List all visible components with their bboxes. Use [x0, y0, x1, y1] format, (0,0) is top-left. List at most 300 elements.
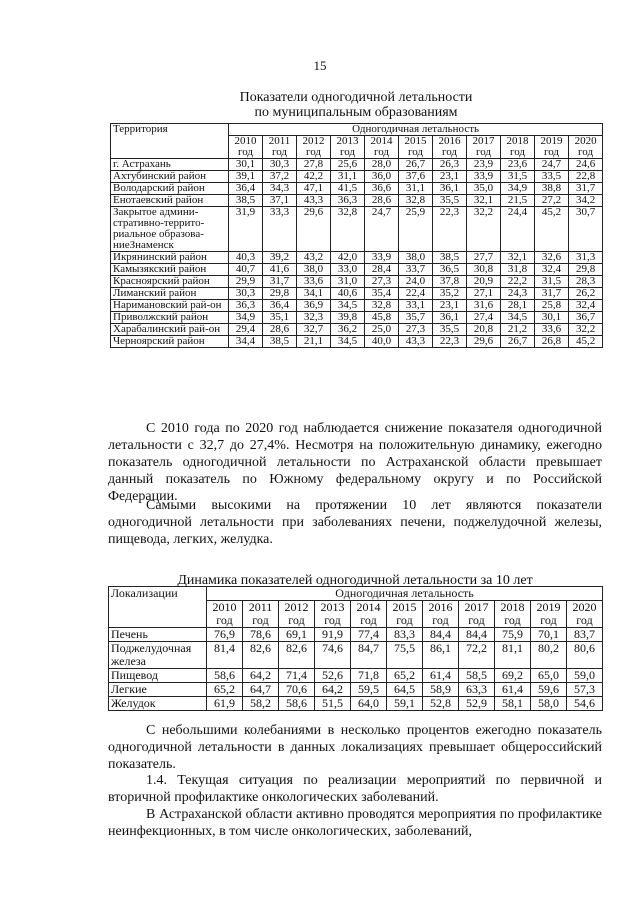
table2-cell: 76,9	[207, 628, 243, 642]
table1-cell: 31,1	[399, 183, 433, 195]
table1-row-label: Енотаевский район	[111, 195, 229, 207]
year-label: 2020	[574, 135, 597, 147]
table2-cell: 75,9	[495, 628, 531, 642]
table1-row-label: Лиманский район	[111, 288, 229, 300]
table-row	[109, 697, 603, 711]
table-row	[111, 195, 603, 207]
table1-cell: 30,1	[229, 159, 263, 171]
table2-cell: 84,7	[351, 642, 387, 669]
table1-year-header	[331, 136, 365, 159]
table2-year-header	[567, 601, 603, 628]
table1-cell: 30,8	[467, 264, 501, 276]
table-row	[111, 264, 603, 276]
table1-cell: 30,7	[569, 207, 603, 252]
table1-cell: 38,8	[535, 183, 569, 195]
table1-cell: 32,2	[467, 207, 501, 252]
table1-cell: 33,9	[365, 252, 399, 264]
table2-row-label: Пищевод	[109, 669, 207, 683]
table2-cell: 57,3	[567, 683, 603, 697]
table2-cell: 64,2	[315, 683, 351, 697]
table1-cell: 36,4	[229, 183, 263, 195]
table1-cell: 32,4	[535, 264, 569, 276]
table1-row-label: Икрянинский район	[111, 252, 229, 264]
table1-cell: 31,7	[535, 288, 569, 300]
table1-cell: 40,6	[331, 288, 365, 300]
paragraph-prevention	[108, 806, 602, 840]
table1-cell: 34,3	[263, 183, 297, 195]
table2-cell: 83,3	[387, 628, 423, 642]
table2-year-header	[315, 601, 351, 628]
paragraph-comparison-text: С небольшими колебаниями в несколько процентов ежегодно показатель одногодичной летальности в данных локализациях превышает общероссийский показатель.	[108, 723, 602, 772]
table2-year-header	[387, 601, 423, 628]
table1-cell: 34,1	[297, 288, 331, 300]
table1-cell: 23,9	[467, 159, 501, 171]
table1-cell: 29,6	[297, 207, 331, 252]
table1-cell: 27,3	[365, 276, 399, 288]
table2-cell: 69,1	[279, 628, 315, 642]
year-unit: год	[504, 613, 521, 627]
table2-cell: 81,4	[207, 642, 243, 669]
year-label: 2014	[370, 135, 393, 147]
table1-cell: 43,3	[399, 336, 433, 348]
table-row	[109, 642, 603, 669]
table2-cell: 58,1	[495, 697, 531, 711]
year-label: 2019	[540, 135, 563, 147]
table1-row-label: Харабалинский рай-он	[111, 324, 229, 336]
year-label: 2010	[212, 600, 237, 614]
table1-cell: 28,3	[569, 276, 603, 288]
table1-cell: 25,8	[535, 300, 569, 312]
table2-cell: 54,6	[567, 697, 603, 711]
table2-cell: 65,2	[207, 683, 243, 697]
table1-year-header	[535, 136, 569, 159]
year-label: 2016	[428, 600, 453, 614]
table1-cell: 22,8	[569, 171, 603, 183]
table-row	[111, 207, 603, 252]
table1-cell: 36,3	[331, 195, 365, 207]
year-unit: год	[407, 146, 424, 158]
table1-cell: 47,1	[297, 183, 331, 195]
table1-cell: 43,3	[297, 195, 331, 207]
table2-cell: 64,7	[243, 683, 279, 697]
year-label: 2017	[472, 135, 495, 147]
table2-cell: 61,9	[207, 697, 243, 711]
table-row	[111, 183, 603, 195]
table1-title	[110, 90, 602, 120]
table1-cell: 37,2	[263, 171, 297, 183]
section-heading-1-4	[108, 772, 602, 806]
table1-cell: 29,8	[569, 264, 603, 276]
year-label: 2019	[536, 600, 561, 614]
table-row	[111, 312, 603, 324]
table1-cell: 33,7	[399, 264, 433, 276]
table1-cell: 30,3	[229, 288, 263, 300]
table1-row-label: Володарский район	[111, 183, 229, 195]
table1-cell: 24,0	[399, 276, 433, 288]
table2-year-header	[351, 601, 387, 628]
table1-cell: 27,4	[467, 312, 501, 324]
table1-cell: 28,0	[365, 159, 399, 171]
table1-year-header	[229, 136, 263, 159]
table1-cell: 28,6	[365, 195, 399, 207]
table1-cell: 38,5	[229, 195, 263, 207]
table1-cell: 31,8	[501, 264, 535, 276]
table2-cell: 71,8	[351, 669, 387, 683]
table1-cell: 36,4	[263, 300, 297, 312]
table1-cell: 37,1	[263, 195, 297, 207]
table2-header-row	[109, 587, 603, 601]
table1-cell: 36,7	[569, 312, 603, 324]
table1-cell: 22,3	[433, 207, 467, 252]
table1-cell: 33,3	[263, 207, 297, 252]
table1-cell: 42,0	[331, 252, 365, 264]
year-label: 2018	[500, 600, 525, 614]
year-unit: год	[360, 613, 377, 627]
table1-cell: 36,5	[433, 264, 467, 276]
table1-cell: 31,0	[331, 276, 365, 288]
year-label: 2017	[464, 600, 489, 614]
table2-cell: 86,1	[423, 642, 459, 669]
table1-cell: 39,1	[229, 171, 263, 183]
table1-cell: 34,9	[229, 312, 263, 324]
table-row	[111, 336, 603, 348]
page-number: 15	[313, 58, 327, 73]
year-label: 2013	[336, 135, 359, 147]
table1-cell: 32,1	[501, 252, 535, 264]
year-unit: год	[252, 613, 269, 627]
year-unit: год	[576, 613, 593, 627]
table1-cell: 31,7	[569, 183, 603, 195]
table-row	[111, 288, 603, 300]
table2-cell: 65,0	[531, 669, 567, 683]
table1-cell: 45,8	[365, 312, 399, 324]
year-unit: год	[441, 146, 458, 158]
table2-cell: 59,0	[567, 669, 603, 683]
paragraph-trend	[108, 420, 602, 505]
table2-cell: 58,9	[423, 683, 459, 697]
table1-cell: 32,7	[297, 324, 331, 336]
table2-row-label: Желудок	[109, 697, 207, 711]
table2-cell: 58,0	[531, 697, 567, 711]
table1-cell: 42,2	[297, 171, 331, 183]
year-label: 2015	[392, 600, 417, 614]
table1-year-header	[263, 136, 297, 159]
table1-cell: 41,5	[331, 183, 365, 195]
table2-cell: 61,4	[495, 683, 531, 697]
table2-year-header	[207, 601, 243, 628]
paragraph-highest	[108, 497, 602, 548]
table1-cell: 34,5	[331, 336, 365, 348]
table1-cell: 31,7	[263, 276, 297, 288]
table1-cell: 27,1	[467, 288, 501, 300]
table1-cell: 25,0	[365, 324, 399, 336]
table1-cell: 32,8	[331, 207, 365, 252]
table2-cell: 58,5	[459, 669, 495, 683]
table1-cell: 45,2	[535, 207, 569, 252]
table1-cell: 41,6	[263, 264, 297, 276]
table1-cell: 36,2	[331, 324, 365, 336]
table1-cell: 24,7	[365, 207, 399, 252]
year-unit: год	[339, 146, 356, 158]
table1-title-line2: по муниципальным образованиям	[254, 105, 458, 120]
table1-cell: 29,9	[229, 276, 263, 288]
table2-cell: 59,6	[531, 683, 567, 697]
table1-cell: 36,6	[365, 183, 399, 195]
table1-cell: 27,2	[535, 195, 569, 207]
table1-header-row	[111, 124, 603, 136]
table2-cell: 52,9	[459, 697, 495, 711]
table1-cell: 28,6	[263, 324, 297, 336]
year-unit: год	[475, 146, 492, 158]
table1-cell: 20,9	[467, 276, 501, 288]
table1-row-label: г. Астрахань	[111, 159, 229, 171]
year-unit: год	[396, 613, 413, 627]
table1-cell: 31,9	[229, 207, 263, 252]
table2-cell: 83,7	[567, 628, 603, 642]
table2-first-col-header: Локализации	[109, 587, 207, 628]
table2-cell: 63,3	[459, 683, 495, 697]
table2-cell: 91,9	[315, 628, 351, 642]
table1-cell: 33,6	[535, 324, 569, 336]
table1-cell: 20,8	[467, 324, 501, 336]
table1-first-col-header: Территория	[111, 124, 229, 159]
table1-cell: 36,1	[433, 183, 467, 195]
table1-cell: 23,6	[501, 159, 535, 171]
table1-cell: 35,7	[399, 312, 433, 324]
year-unit: год	[237, 146, 254, 158]
table1-cell: 34,5	[331, 300, 365, 312]
year-label: 2018	[506, 135, 529, 147]
table1-cell: 26,2	[569, 288, 603, 300]
table2-cell: 51,5	[315, 697, 351, 711]
table2-cell: 82,6	[243, 642, 279, 669]
table1-cell: 39,2	[263, 252, 297, 264]
table2-cell: 58,2	[243, 697, 279, 711]
table1-cell: 29,4	[229, 324, 263, 336]
table2-group-header: Одногодичная летальность	[207, 587, 603, 601]
table1-cell: 39,8	[331, 312, 365, 324]
table1-cell: 30,3	[263, 159, 297, 171]
table1-cell: 34,9	[501, 183, 535, 195]
table1-cell: 32,2	[569, 324, 603, 336]
table1-cell: 31,6	[467, 300, 501, 312]
table1-cell: 26,8	[535, 336, 569, 348]
table2-cell: 71,4	[279, 669, 315, 683]
year-unit: год	[543, 146, 560, 158]
table1-cell: 23,1	[433, 300, 467, 312]
table1-cell: 29,8	[263, 288, 297, 300]
table1-cell: 36,1	[433, 312, 467, 324]
table1-cell: 40,0	[365, 336, 399, 348]
table1-year-header	[569, 136, 603, 159]
year-unit: год	[540, 613, 557, 627]
table1-cell: 22,4	[399, 288, 433, 300]
table2-cell: 81,1	[495, 642, 531, 669]
table1-cell: 21,5	[501, 195, 535, 207]
year-label: 2011	[248, 600, 273, 614]
table-row	[111, 159, 603, 171]
table2-cell: 58,6	[207, 669, 243, 683]
table2-year-header	[279, 601, 315, 628]
year-label: 2020	[572, 600, 597, 614]
table1-cell: 35,2	[433, 288, 467, 300]
table1-row-label: Закрытое админи-стративно-террито-риальное образова-ниеЗнаменск	[111, 207, 229, 252]
table1-cell: 33,0	[331, 264, 365, 276]
table2-cell: 64,0	[351, 697, 387, 711]
table1-cell: 43,2	[297, 252, 331, 264]
year-label: 2011	[268, 135, 291, 147]
table2-cell: 74,6	[315, 642, 351, 669]
table1-cell: 37,8	[433, 276, 467, 288]
table1-row-label: Красноярский район	[111, 276, 229, 288]
year-label: 2012	[302, 135, 325, 147]
table1-cell: 36,3	[229, 300, 263, 312]
table2-row-label: Поджелудочная железа	[109, 642, 207, 669]
table1-cell: 33,1	[399, 300, 433, 312]
table1-cell: 33,9	[467, 171, 501, 183]
table1-year-header	[433, 136, 467, 159]
table2-cell: 84,4	[459, 628, 495, 642]
table2-cell: 78,6	[243, 628, 279, 642]
table1-cell: 37,6	[399, 171, 433, 183]
table1-cell: 35,4	[365, 288, 399, 300]
paragraph-trend-text: С 2010 года по 2020 год наблюдается снижение показателя одногодичной летальности с 32,7 до 27,4%. Несмотря на положительную динамику, ежегодно показатель одногодичной летальности по Астраханской области превышает данный показатель по Южному федеральному округу и по Российской Федерации.	[108, 421, 602, 504]
table1-year-header	[467, 136, 501, 159]
table2-cell: 59,5	[351, 683, 387, 697]
table-row	[111, 300, 603, 312]
table1-year-header	[365, 136, 399, 159]
table1-cell: 32,8	[399, 195, 433, 207]
table1-row-label: Наримановский рай-он	[111, 300, 229, 312]
table1-cell: 30,1	[535, 312, 569, 324]
table1-cell: 31,5	[535, 276, 569, 288]
table1-cell: 24,6	[569, 159, 603, 171]
table2-cell: 70,6	[279, 683, 315, 697]
table2-year-header	[243, 601, 279, 628]
table1-cell: 21,2	[501, 324, 535, 336]
table1-cell: 38,5	[433, 252, 467, 264]
table2-cell: 80,6	[567, 642, 603, 669]
table1-cell: 35,1	[263, 312, 297, 324]
table1-cell: 31,1	[331, 171, 365, 183]
year-label: 2014	[356, 600, 381, 614]
table2-cell: 61,4	[423, 669, 459, 683]
table1-cell: 40,3	[229, 252, 263, 264]
table1-title-line1: Показатели одногодичной летальности	[239, 90, 473, 105]
year-unit: год	[324, 613, 341, 627]
year-unit: год	[578, 146, 594, 158]
mortality-by-municipality-table	[110, 123, 603, 348]
table1-row-label: Камызякский район	[111, 264, 229, 276]
table2-cell: 64,5	[387, 683, 423, 697]
table2-cell: 58,6	[279, 697, 315, 711]
table-row	[111, 324, 603, 336]
table1-cell: 22,2	[501, 276, 535, 288]
table2-year-header	[531, 601, 567, 628]
table1-cell: 32,3	[297, 312, 331, 324]
table2-cell: 72,2	[459, 642, 495, 669]
table2-title: Динамика показателей одногодичной летальности за 10 лет	[177, 573, 533, 588]
table1-cell: 38,0	[297, 264, 331, 276]
table1-cell: 31,3	[569, 252, 603, 264]
table2-cell: 84,4	[423, 628, 459, 642]
table1-cell: 27,3	[399, 324, 433, 336]
table1-cell: 38,5	[263, 336, 297, 348]
year-unit: год	[305, 146, 322, 158]
table2-cell: 52,8	[423, 697, 459, 711]
table-row	[109, 628, 603, 642]
table1-cell: 34,4	[229, 336, 263, 348]
table2-year-header	[495, 601, 531, 628]
table2-cell: 82,6	[279, 642, 315, 669]
table1-cell: 27,8	[297, 159, 331, 171]
table1-cell: 35,0	[467, 183, 501, 195]
table1-cell: 26,7	[501, 336, 535, 348]
table1-cell: 29,6	[467, 336, 501, 348]
mortality-by-localization-table	[108, 586, 603, 711]
year-label: 2010	[234, 135, 257, 147]
table1-cell: 32,4	[569, 300, 603, 312]
table-row	[109, 683, 603, 697]
table1-cell: 33,5	[535, 171, 569, 183]
table1-cell: 27,7	[467, 252, 501, 264]
paragraph-highest-text: Самыми высокими на протяжении 10 лет являются показатели одногодичной летальности при заболеваниях печени, поджелудочной железы, пищевода, легких, желудка.	[108, 498, 602, 547]
table1-cell: 21,1	[297, 336, 331, 348]
section-heading-text: 1.4. Текущая ситуация по реализации мероприятий по первичной и вторичной профилактике онкологических заболеваний.	[108, 773, 602, 805]
table1-cell: 23,1	[433, 171, 467, 183]
table1-cell: 24,7	[535, 159, 569, 171]
table1-cell: 36,0	[365, 171, 399, 183]
table-row	[111, 252, 603, 264]
table1-cell: 33,6	[297, 276, 331, 288]
table1-cell: 32,8	[365, 300, 399, 312]
table2-year-header	[423, 601, 459, 628]
table1-row-label: Ахтубинский район	[111, 171, 229, 183]
year-unit: год	[271, 146, 288, 158]
year-label: 2016	[438, 135, 461, 147]
table2-cell: 75,5	[387, 642, 423, 669]
table1-row-label: Приволжский район	[111, 312, 229, 324]
table1-cell: 38,0	[399, 252, 433, 264]
table1-cell: 36,9	[297, 300, 331, 312]
year-unit: год	[373, 146, 390, 158]
table1-cell: 24,3	[501, 288, 535, 300]
year-unit: год	[288, 613, 305, 627]
table1-cell: 25,6	[331, 159, 365, 171]
table2-cell: 80,2	[531, 642, 567, 669]
table1-cell: 34,2	[569, 195, 603, 207]
table-row	[111, 276, 603, 288]
table1-cell: 25,9	[399, 207, 433, 252]
table1-year-header	[501, 136, 535, 159]
table2-cell: 69,2	[495, 669, 531, 683]
table1-cell: 40,7	[229, 264, 263, 276]
table1-year-header	[399, 136, 433, 159]
table1-cell: 31,5	[501, 171, 535, 183]
table2-cell: 52,6	[315, 669, 351, 683]
table1-cell: 28,4	[365, 264, 399, 276]
table1-row-label: Черноярский район	[111, 336, 229, 348]
year-unit: год	[468, 613, 485, 627]
paragraph-prevention-text: В Астраханской области активно проводятся мероприятия по профилактике неинфекционных, в том числе онкологических, заболеваний,	[108, 807, 602, 839]
table1-cell: 26,3	[433, 159, 467, 171]
table1-cell: 26,7	[399, 159, 433, 171]
table1-cell: 22,3	[433, 336, 467, 348]
table1-cell: 45,2	[569, 336, 603, 348]
table-row	[109, 669, 603, 683]
table1-cell: 35,5	[433, 195, 467, 207]
year-unit: год	[216, 613, 233, 627]
